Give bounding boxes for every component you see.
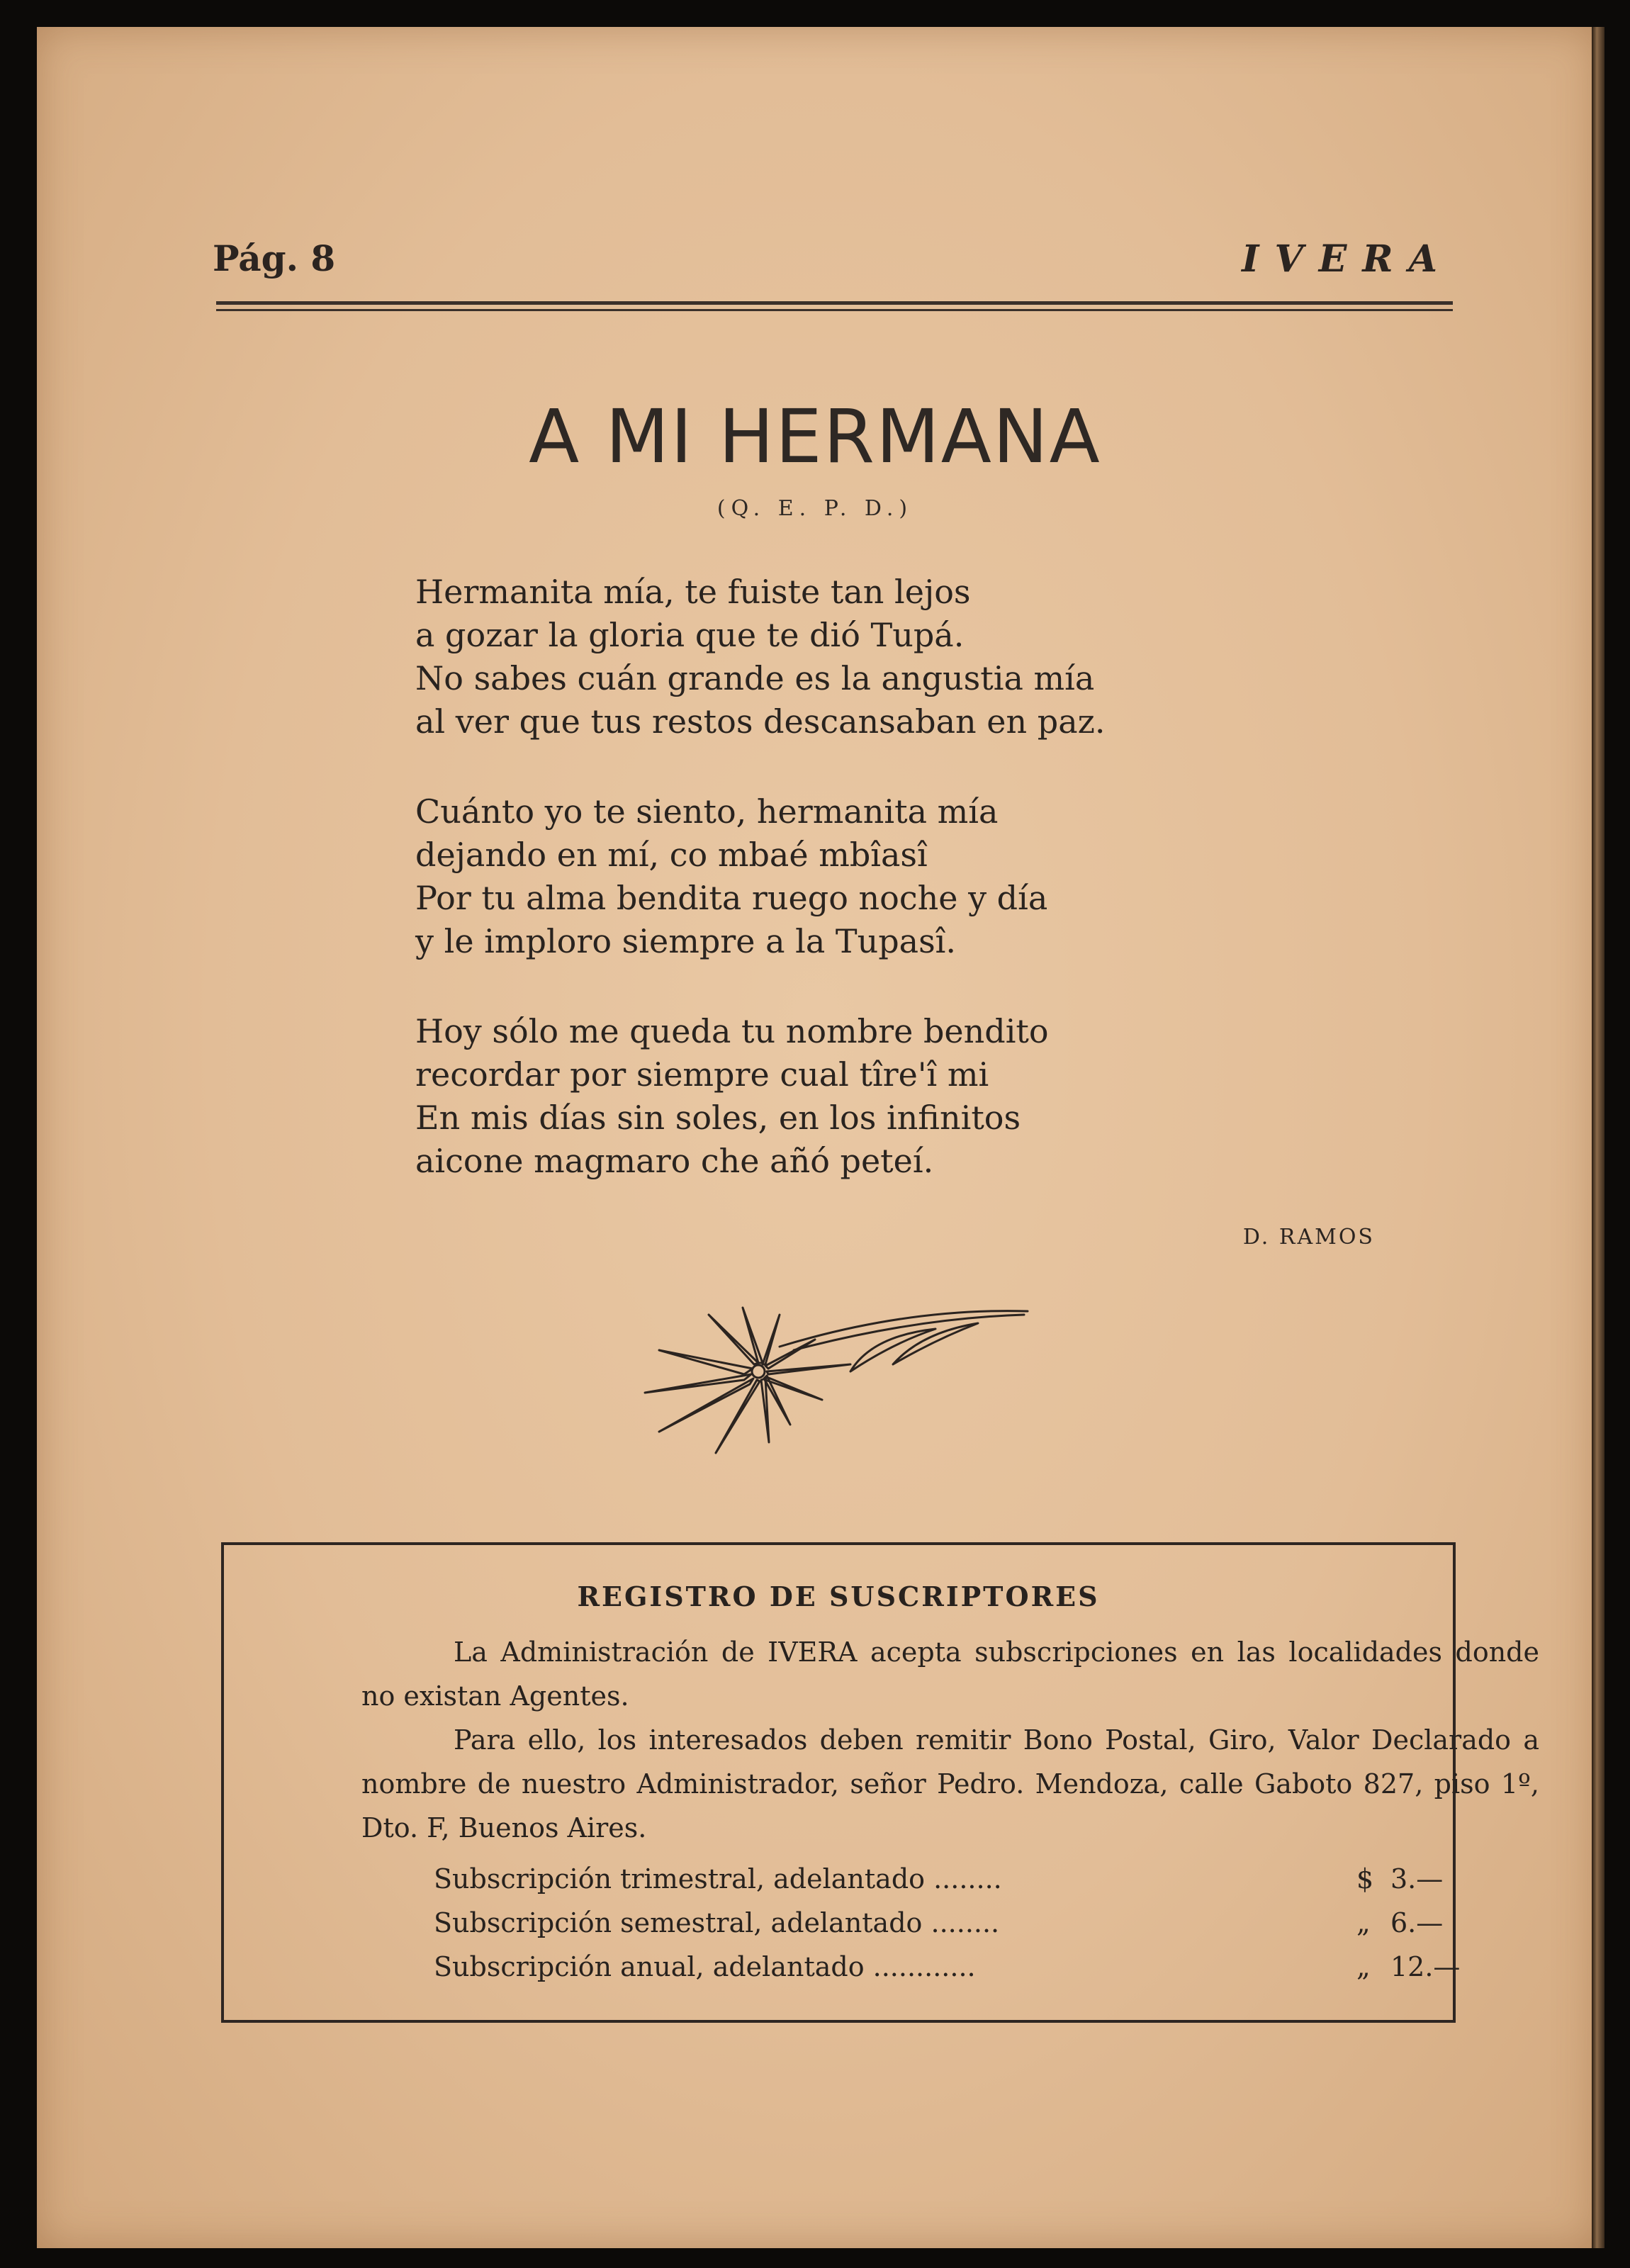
- stanza-1: [415, 571, 1106, 743]
- currency-symbol: „: [1356, 1907, 1371, 1938]
- currency-symbol: $: [1356, 1863, 1374, 1894]
- subscription-label: Subscripción trimestral, adelantado ........: [434, 1863, 1002, 1894]
- subscription-price: 6.—: [1390, 1907, 1444, 1938]
- register-title: REGISTRO DE SUSCRIPTORES: [577, 1581, 1100, 1612]
- page-number: Pág. 8: [213, 237, 336, 279]
- poem-subtitle: (Q. E. P. D.): [716, 496, 914, 521]
- flower-ornament-icon: [638, 1301, 1035, 1456]
- subscription-price: 3.—: [1390, 1863, 1444, 1894]
- poem-line: aicone magmaro che añó peteí.: [415, 1142, 934, 1180]
- register-text: [361, 1630, 1539, 1850]
- journal-name: IVERA: [1242, 237, 1453, 281]
- subscription-row: [434, 1945, 1476, 1989]
- subscription-price: 12.—: [1390, 1951, 1461, 1982]
- poem-line: En mis días sin soles, en los infinitos: [415, 1099, 1021, 1137]
- subscription-register-box: [221, 1542, 1539, 2023]
- page-spine: [1592, 27, 1604, 2248]
- poem-line: Hoy sólo me queda tu nombre bendito: [415, 1012, 1049, 1050]
- subscription-price-list: [434, 1857, 1476, 1989]
- header-rule-secondary: [216, 309, 1453, 311]
- poem-line: No sabes cuán grande es la angustia mía: [415, 659, 1095, 697]
- subscription-row: [434, 1857, 1476, 1901]
- subscription-label: Subscripción semestral, adelantado ........: [434, 1907, 1000, 1938]
- subscription-row: [434, 1901, 1476, 1945]
- register-paragraph-1: La Administración de IVERA acepta subscripciones en las localidades donde no existan Agentes.: [361, 1637, 1539, 1712]
- poem-line: dejando en mí, co mbaé mbîasî: [415, 836, 928, 874]
- poem-line: Por tu alma bendita ruego noche y día: [415, 879, 1048, 917]
- page-header: [213, 237, 1453, 280]
- subscription-label: Subscripción anual, adelantado ............: [434, 1951, 976, 1982]
- poem-body: [415, 571, 1106, 1230]
- stanza-3: [415, 1010, 1106, 1183]
- poem-line: recordar por siempre cual tîre'î mi: [415, 1055, 989, 1094]
- poem-line: y le imploro siempre a la Tupasî.: [415, 922, 957, 960]
- header-rule: [216, 301, 1453, 305]
- poem-line: al ver que tus restos descansaban en paz.: [415, 702, 1106, 741]
- currency-symbol: „: [1356, 1951, 1371, 1982]
- stanza-2: [415, 790, 1106, 963]
- register-paragraph-2: Para ello, los interesados deben remitir Bono Postal, Giro, Valor Declarado a nombre de nuestro Administrador, señor Pedro. Mendoza, calle Gaboto 827, piso 1º, Dto. F, Buenos Aires.: [361, 1724, 1539, 1843]
- poem-title: A MI HERMANA: [529, 393, 1101, 480]
- poem-author: D. RAMOS: [1242, 1225, 1375, 1250]
- poem-line: a gozar la gloria que te dió Tupá.: [415, 616, 965, 654]
- poem-line: Hermanita mía, te fuiste tan lejos: [415, 573, 971, 611]
- poem-line: Cuánto yo te siento, hermanita mía: [415, 792, 999, 831]
